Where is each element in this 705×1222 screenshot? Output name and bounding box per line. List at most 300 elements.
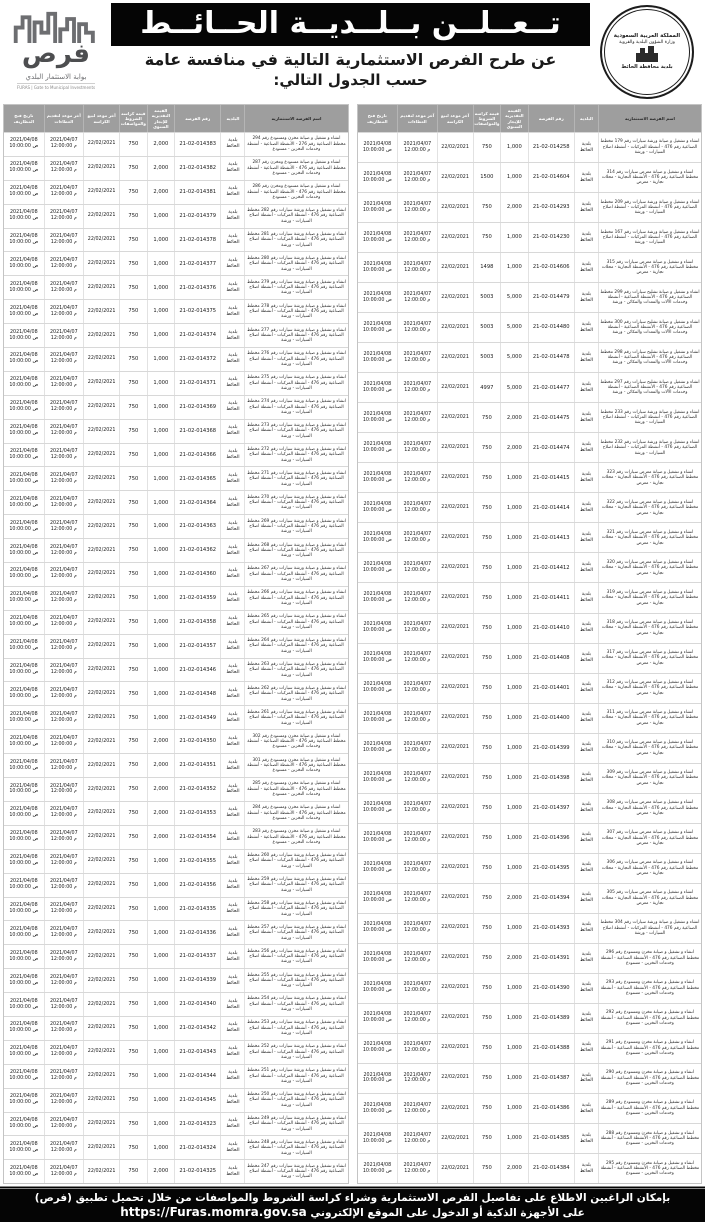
municipality: بلدية الحائط [220, 205, 244, 228]
municipality: بلدية الحائط [220, 1065, 244, 1088]
booklet-price: 750 [119, 539, 146, 562]
estimated-annual-value: 1,000 [500, 1034, 527, 1063]
envelope-opening-date: 2021/04/08 10:00:00 ص [362, 1072, 392, 1084]
table-row [358, 252, 702, 282]
envelope-opening-date: 2021/04/08 10:00:00 ص [362, 501, 392, 513]
booklet-price: 750 [473, 1154, 500, 1183]
opportunity-number: 21-02-014414 [528, 493, 574, 522]
envelope-opening-date: 2021/04/08 10:00:00 ص [9, 831, 39, 843]
footer-instructions: بإمكان الراغبين الاطلاع على تفاصيل الفرص الاستثمارية وشراء كراسة الشروط والمواصفات من خلال تحميل تطبيق (فرص) [34, 1192, 671, 1204]
estimated-annual-value: 2,000 [147, 754, 174, 777]
municipality: بلدية الحائط [574, 163, 598, 192]
municipality: بلدية الحائط [220, 778, 244, 801]
estimated-annual-value: 1,000 [147, 993, 174, 1016]
table-row [4, 1135, 348, 1159]
bid-submission-deadline: 2021/04/07 12:00:00 م [44, 1017, 84, 1040]
envelope-opening-date: 2021/04/08 10:00:00 ص [362, 832, 392, 844]
estimated-annual-value: 1,000 [500, 1094, 527, 1123]
furas-brand: فرص [21, 39, 91, 69]
municipality: بلدية الحائط [220, 396, 244, 419]
opportunity-name: انشاء و تشغيل و صيانة مخزن ومستودع رقم 284 مخطط الصناعية رقم 476 - الأنشطة الصناعية - أنشطة وخدمات التخزين - مستودع [244, 802, 347, 825]
opportunity-name: انشاء و تشغيل و صيانة ورشة سيارات رقم 179 مخطط الصناعية رقم 476 - أنشطة المركبات - أنشطة اصلاح السيارات - ورشة [598, 133, 701, 162]
envelope-opening-date: 2021/04/08 10:00:00 ص [9, 496, 39, 508]
booklet-price: 750 [473, 553, 500, 582]
envelope-opening-date: 2021/04/08 10:00:00 ص [9, 926, 39, 938]
bid-submission-deadline: 2021/04/07 12:00:00 م [397, 974, 437, 1003]
table-row [4, 132, 348, 156]
envelope-opening-date: 2021/04/08 10:00:00 ص [9, 640, 39, 652]
table-row [358, 703, 702, 733]
envelope-opening-date: 2021/04/08 10:00:00 ص [9, 1141, 39, 1153]
opportunity-number: 21-02-014362 [174, 539, 220, 562]
booklet-sale-deadline: 22/02/2021 [83, 921, 119, 944]
bid-submission-deadline: 2021/04/07 12:00:00 م [44, 969, 84, 992]
bid-submission-deadline: 2021/04/07 12:00:00 م [44, 181, 84, 204]
opportunity-name: انشاء و تشغيل و صيانة ورشة سيارات رقم 282 مخطط الصناعية رقم 476 - أنشطة المركبات - أنشطة اصلاح السيارات - ورشة [244, 205, 347, 228]
estimated-annual-value: 1,000 [500, 163, 527, 192]
opportunity-number: 21-02-014385 [528, 1124, 574, 1153]
municipality: بلدية الحائط [574, 1094, 598, 1123]
opportunity-number: 21-02-014401 [528, 674, 574, 703]
table-header-row [358, 105, 702, 132]
column-header: البلدية [574, 105, 598, 132]
opportunity-number: 21-02-014478 [528, 343, 574, 372]
envelope-opening-date: 2021/04/08 10:00:00 ص [362, 351, 392, 363]
opportunity-number: 21-02-014477 [528, 373, 574, 402]
bid-submission-deadline: 2021/04/07 12:00:00 م [397, 1124, 437, 1153]
table-row [358, 1093, 702, 1123]
furas-tagline-en: FURAS | Gate to Municipal Investments [16, 85, 96, 90]
opportunity-number: 21-02-014350 [174, 730, 220, 753]
envelope-opening-date: 2021/04/08 10:00:00 ص [362, 592, 392, 603]
estimated-annual-value: 5,000 [500, 373, 527, 402]
booklet-sale-deadline: 22/02/2021 [437, 1034, 473, 1063]
municipality: بلدية الحائط [574, 193, 598, 222]
table-row [358, 372, 702, 402]
table-row [358, 222, 702, 252]
opportunity-number: 21-02-014357 [174, 635, 220, 658]
opportunity-name: انشاء و تشغيل و صيانة معرض سيارات رقم 309 مخطط الصناعية رقم 476 - الأنشطة التجارية - محلات تجارية - معرض [598, 764, 701, 793]
opportunity-number: 21-02-014388 [528, 1034, 574, 1063]
table-row [4, 275, 348, 299]
opportunities-table-left [3, 104, 349, 1184]
estimated-annual-value: 1,000 [500, 734, 527, 763]
booklet-price: 750 [119, 157, 146, 180]
estimated-annual-value: 1,000 [500, 493, 527, 522]
booklet-price: 750 [473, 1034, 500, 1063]
bid-submission-deadline: 2021/04/07 12:00:00 م [397, 343, 437, 372]
table-row [358, 793, 702, 823]
opportunity-name: انشاء و تشغيل و صيانة معرض سيارات رقم 311 مخطط الصناعية رقم 476 - الأنشطة التجارية - محلات تجارية - معرض [598, 704, 701, 733]
table-row [358, 522, 702, 552]
estimated-annual-value: 1,000 [147, 420, 174, 443]
envelope-opening-date: 2021/04/08 10:00:00 ص [9, 879, 39, 891]
opportunity-number: 21-02-014369 [174, 396, 220, 419]
booklet-sale-deadline: 22/02/2021 [83, 563, 119, 586]
envelope-opening-date: 2021/04/08 10:00:00 ص [9, 735, 39, 747]
bid-submission-deadline: 2021/04/07 12:00:00 م [397, 1064, 437, 1093]
opportunity-name: انشاء و تشغيل و صيانة ورشة سيارات رقم 262 مخطط الصناعية رقم 476 - أنشطة المركبات - أنشطة اصلاح السيارات - ورشة [244, 682, 347, 705]
booklet-sale-deadline: 22/02/2021 [437, 734, 473, 763]
opportunity-name: انشاء و تشغيل و صيانة ورشة سيارات رقم 247 مخطط الصناعية رقم 476 - أنشطة المركبات - أنشطة اصلاح السيارات - ورشة [244, 1160, 347, 1183]
opportunity-name: انشاء و تشغيل و صيانة ورشة سيارات رقم 264 مخطط الصناعية رقم 476 - أنشطة المركبات - أنشطة اصلاح السيارات - ورشة [244, 635, 347, 658]
table-row [4, 586, 348, 610]
envelope-opening-date: 2021/04/08 10:00:00 ص [9, 902, 39, 914]
envelope-opening-date: 2021/04/08 10:00:00 ص [362, 1102, 392, 1114]
estimated-annual-value: 2,000 [147, 1160, 174, 1183]
bid-submission-deadline: 2021/04/07 12:00:00 م [397, 1004, 437, 1033]
opportunity-number: 21-02-014364 [174, 491, 220, 514]
municipality: بلدية الحائط [220, 181, 244, 204]
municipality: بلدية الحائط [574, 1154, 598, 1183]
furas-skyline-icon [11, 7, 101, 43]
table-row [4, 466, 348, 490]
booklet-sale-deadline: 22/02/2021 [83, 945, 119, 968]
estimated-annual-value: 1,000 [500, 914, 527, 943]
page-subtitle-2: حسب الجدول التالي: [273, 71, 428, 89]
table-row [4, 180, 348, 204]
booklet-price: 750 [473, 764, 500, 793]
bid-submission-deadline: 2021/04/07 12:00:00 م [44, 324, 84, 347]
column-header: آخر موعد لبيع الكراسة [83, 105, 119, 132]
estimated-annual-value: 2,000 [500, 944, 527, 973]
booklet-sale-deadline: 22/02/2021 [437, 553, 473, 582]
opportunity-number: 21-02-014475 [528, 403, 574, 432]
envelope-opening-date: 2021/04/08 10:00:00 ص [9, 1022, 39, 1034]
booklet-price: 750 [473, 614, 500, 643]
booklet-sale-deadline: 22/02/2021 [437, 1124, 473, 1153]
booklet-price: 750 [473, 674, 500, 703]
bid-submission-deadline: 2021/04/07 12:00:00 م [397, 433, 437, 462]
booklet-price: 750 [473, 824, 500, 853]
booklet-sale-deadline: 22/02/2021 [437, 1064, 473, 1093]
table-row [358, 282, 702, 312]
municipality: بلدية الحائط [574, 644, 598, 673]
opportunity-name: انشاء و تشغيل و صيانة ورشة سيارات رقم 250 مخطط الصناعية رقم 476 - أنشطة المركبات - أنشطة اصلاح السيارات - ورشة [244, 1089, 347, 1112]
bid-submission-deadline: 2021/04/07 12:00:00 م [44, 778, 84, 801]
booklet-sale-deadline: 22/02/2021 [83, 874, 119, 897]
table-row [4, 228, 348, 252]
opportunity-name: انشاء و تشغيل و صيانة ورشة سيارات رقم 271 مخطط الصناعية رقم 476 - أنشطة المركبات - أنشطة اصلاح السيارات - ورشة [244, 467, 347, 490]
bid-submission-deadline: 2021/04/07 12:00:00 م [44, 1041, 84, 1064]
table-row [358, 1153, 702, 1183]
table-row [4, 897, 348, 921]
opportunity-name: انشاء و تشغيل و صيانة ورشة سيارات رقم 267 مخطط الصناعية رقم 476 - أنشطة المركبات - أنشطة اصلاح السيارات - ورشة [244, 563, 347, 586]
booklet-sale-deadline: 22/02/2021 [83, 420, 119, 443]
booklet-price: 750 [473, 493, 500, 522]
booklet-price: 750 [119, 611, 146, 634]
opportunity-number: 21-02-014356 [174, 874, 220, 897]
opportunity-number: 21-02-014390 [528, 974, 574, 1003]
estimated-annual-value: 1,000 [147, 635, 174, 658]
municipality: بلدية الحائط [220, 348, 244, 371]
opportunity-name: انشاء و تشغيل و صيانة ورشة سيارات رقم 248 مخطط الصناعية رقم 476 - أنشطة المركبات - أنشطة اصلاح السيارات - ورشة [244, 1136, 347, 1159]
municipality: بلدية الحائط [220, 611, 244, 634]
table-row [358, 943, 702, 973]
municipality: بلدية الحائط [220, 229, 244, 252]
opportunity-number: 21-02-014363 [174, 515, 220, 538]
municipality: بلدية الحائط [220, 1017, 244, 1040]
envelope-opening-date: 2021/04/08 10:00:00 ص [9, 568, 39, 580]
opportunity-name: انشاء و تشغيل و صيانة ورشة سيارات رقم 252 مخطط الصناعية رقم 476 - أنشطة المركبات - أنشطة اصلاح السيارات - ورشة [244, 1041, 347, 1064]
municipality: بلدية الحائط [220, 515, 244, 538]
estimated-annual-value: 1,000 [147, 467, 174, 490]
estimated-annual-value: 2,000 [147, 802, 174, 825]
booklet-sale-deadline: 22/02/2021 [437, 433, 473, 462]
booklet-price: 750 [119, 491, 146, 514]
opportunity-name: انشاء و تشغيل و صيانة مخزن ومستودع رقم 283 مخطط الصناعية رقم 476 - الأنشطة الصناعية - أنشطة وخدمات التخزين - مستودع [244, 826, 347, 849]
column-header: القيمة التقديرية للإيجار السنوي [500, 105, 527, 132]
estimated-annual-value: 1,000 [147, 300, 174, 323]
table-row [4, 1112, 348, 1136]
opportunity-number: 21-02-014365 [174, 467, 220, 490]
bid-submission-deadline: 2021/04/07 12:00:00 م [44, 276, 84, 299]
opportunity-number: 21-02-014376 [174, 276, 220, 299]
opportunity-name: انشاء و تشغيل و صيانة مخزن ومستودع رقم 285 مخطط الصناعية رقم 476 - الأنشطة الصناعية - أنشطة وخدمات التخزين - مستودع [244, 778, 347, 801]
table-row [4, 849, 348, 873]
table-row [4, 251, 348, 275]
envelope-opening-date: 2021/04/08 10:00:00 ص [9, 329, 39, 341]
estimated-annual-value: 1,000 [147, 611, 174, 634]
envelope-opening-date: 2021/04/08 10:00:00 ص [9, 592, 39, 604]
table-body [4, 132, 348, 1183]
table-row [358, 162, 702, 192]
bid-submission-deadline: 2021/04/07 12:00:00 م [44, 945, 84, 968]
opportunity-number: 21-02-014325 [174, 1160, 220, 1183]
opportunity-name: انشاء و تشغيل و صيانة معرض سيارات رقم 317 مخطط الصناعية رقم 476 - الأنشطة التجارية - محلات تجارية - معرض [598, 644, 701, 673]
estimated-annual-value: 5,000 [500, 313, 527, 342]
table-row [358, 582, 702, 612]
bid-submission-deadline: 2021/04/07 12:00:00 م [44, 587, 84, 610]
opportunity-name: انشاء و تشغيل و صيانة ورشة سيارات رقم 266 مخطط الصناعية رقم 476 - أنشطة المركبات - أنشطة اصلاح السيارات - ورشة [244, 587, 347, 610]
table-body [358, 132, 702, 1183]
envelope-opening-date: 2021/04/08 10:00:00 ص [9, 162, 39, 174]
opportunity-number: 21-02-014348 [174, 682, 220, 705]
booklet-price: 750 [119, 467, 146, 490]
bid-submission-deadline: 2021/04/07 12:00:00 م [44, 682, 84, 705]
booklet-sale-deadline: 22/02/2021 [437, 193, 473, 222]
envelope-opening-date: 2021/04/08 10:00:00 ص [9, 855, 39, 867]
table-row [4, 873, 348, 897]
opportunity-number: 21-02-014335 [174, 898, 220, 921]
estimated-annual-value: 1,000 [147, 1113, 174, 1136]
booklet-sale-deadline: 22/02/2021 [83, 1113, 119, 1136]
municipality: بلدية الحائط [574, 1004, 598, 1033]
table-row [4, 371, 348, 395]
estimated-annual-value: 2,000 [500, 433, 527, 462]
estimated-annual-value: 1,000 [147, 205, 174, 228]
opportunity-name: انشاء و تشغيل و صيانة ورشة سيارات رقم 232 مخطط الصناعية رقم 476 - أنشطة المركبات - أنشطة اصلاح السيارات - ورشة [598, 433, 701, 462]
municipality: بلدية الحائط [220, 898, 244, 921]
opportunity-name: انشاء و تشغيل و صيانة ورشة سيارات رقم 254 مخطط الصناعية رقم 476 - أنشطة المركبات - أنشطة اصلاح السيارات - ورشة [244, 993, 347, 1016]
estimated-annual-value: 2,000 [147, 826, 174, 849]
bid-submission-deadline: 2021/04/07 12:00:00 م [397, 163, 437, 192]
estimated-annual-value: 1,000 [147, 276, 174, 299]
estimated-annual-value: 1,000 [147, 348, 174, 371]
estimated-annual-value: 1,000 [147, 491, 174, 514]
bid-submission-deadline: 2021/04/07 12:00:00 م [44, 730, 84, 753]
bid-submission-deadline: 2021/04/07 12:00:00 م [44, 874, 84, 897]
booklet-sale-deadline: 22/02/2021 [83, 1017, 119, 1040]
envelope-opening-date: 2021/04/08 10:00:00 ص [9, 1070, 39, 1082]
booklet-sale-deadline: 22/02/2021 [83, 659, 119, 682]
bid-submission-deadline: 2021/04/07 12:00:00 م [44, 229, 84, 252]
title-block [111, 3, 590, 100]
table-row [4, 968, 348, 992]
table-row [4, 1088, 348, 1112]
envelope-opening-date: 2021/04/08 10:00:00 ص [9, 234, 39, 245]
opportunity-name: انشاء و تشغيل و صيانة مخزن ومستودع رقم 295 مخطط الصناعية رقم 476 - الأنشطة الصناعية - أنشطة وخدمات التخزين - مستودع [598, 1154, 701, 1183]
booklet-price: 750 [119, 252, 146, 275]
booklet-sale-deadline: 22/02/2021 [437, 764, 473, 793]
booklet-price: 4997 [473, 373, 500, 402]
bid-submission-deadline: 2021/04/07 12:00:00 م [44, 420, 84, 443]
booklet-price: 750 [119, 1113, 146, 1136]
municipality: بلدية الحائط [574, 433, 598, 462]
estimated-annual-value: 2,000 [500, 884, 527, 913]
footer-url[interactable]: https://Furas.momra.gov.sa [120, 1205, 307, 1219]
booklet-sale-deadline: 22/02/2021 [83, 133, 119, 156]
table-header-row [4, 105, 348, 132]
booklet-price: 750 [119, 1017, 146, 1040]
envelope-opening-date: 2021/04/08 10:00:00 ص [9, 377, 39, 389]
municipality: بلدية الحائط [574, 734, 598, 763]
estimated-annual-value: 1,000 [147, 1041, 174, 1064]
opportunity-name: انشاء و تشغيل و صيانة معرض سيارات رقم 318 مخطط الصناعية رقم 476 - الأنشطة التجارية - محلات تجارية - معرض [598, 614, 701, 643]
opportunity-name: انشاء و تشغيل و صيانة ورشة سيارات رقم 255 مخطط الصناعية رقم 476 - أنشطة المركبات - أنشطة اصلاح السيارات - ورشة [244, 969, 347, 992]
estimated-annual-value: 2,000 [500, 403, 527, 432]
opportunity-name: انشاء و تشغيل و صيانة ورشة سيارات رقم 268 مخطط الصناعية رقم 476 - أنشطة المركبات - أنشطة اصلاح السيارات - ورشة [244, 539, 347, 562]
booklet-sale-deadline: 22/02/2021 [83, 754, 119, 777]
estimated-annual-value: 1,000 [500, 133, 527, 162]
booklet-price: 750 [473, 944, 500, 973]
envelope-opening-date: 2021/04/08 10:00:00 ص [362, 1012, 392, 1024]
opportunity-name: انشاء و تشغيل و صيانة ورشة سيارات رقم 263 مخطط الصناعية رقم 476 - أنشطة المركبات - أنشطة اصلاح السيارات - ورشة [244, 659, 347, 682]
municipality: بلدية الحائط [574, 133, 598, 162]
opportunity-number: 21-02-014412 [528, 553, 574, 582]
municipality: بلدية الحائط [574, 583, 598, 612]
bid-submission-deadline: 2021/04/07 12:00:00 م [397, 403, 437, 432]
booklet-price: 750 [119, 1136, 146, 1159]
opportunity-name: انشاء و تشغيل و صيانة معرض سيارات رقم 321 مخطط الصناعية رقم 476 - الأنشطة التجارية - محلات تجارية - معرض [598, 523, 701, 552]
opportunity-number: 21-02-014374 [174, 324, 220, 347]
table-row [358, 492, 702, 522]
estimated-annual-value: 1,000 [500, 223, 527, 252]
bid-submission-deadline: 2021/04/07 12:00:00 م [44, 635, 84, 658]
envelope-opening-date: 2021/04/08 10:00:00 ص [362, 561, 392, 573]
estimated-annual-value: 1,000 [500, 854, 527, 883]
estimated-annual-value: 1,000 [147, 1065, 174, 1088]
booklet-price: 750 [119, 826, 146, 849]
bid-submission-deadline: 2021/04/07 12:00:00 م [44, 1136, 84, 1159]
booklet-price: 750 [119, 300, 146, 323]
opportunity-name: انشاء و تشغيل و صيانة ورشة سيارات رقم 167 مخطط الصناعية رقم 476 - أنشطة المركبات - أنشطة اصلاح السيارات - ورشة [598, 223, 701, 252]
envelope-opening-date: 2021/04/08 10:00:00 ص [362, 1162, 392, 1174]
booklet-price: 750 [473, 914, 500, 943]
municipality: بلدية الحائط [220, 1136, 244, 1159]
opportunity-name: انشاء و تشغيل و صيانة تشليح سيارات رقم 300 مخطط الصناعية رقم 476 - الأنشطة الصناعية - أنشطة وخدمات الآلات والمعدات والمكائن - ورشة [598, 313, 701, 342]
booklet-price: 750 [119, 420, 146, 443]
opportunity-number: 21-02-014411 [528, 583, 574, 612]
opportunity-number: 21-02-014336 [174, 921, 220, 944]
booklet-sale-deadline: 22/02/2021 [83, 969, 119, 992]
envelope-opening-date: 2021/04/08 10:00:00 ص [9, 664, 39, 676]
opportunity-name: انشاء و تشغيل و صيانة ورشة سيارات رقم 274 مخطط الصناعية رقم 476 - أنشطة المركبات - أنشطة اصلاح السيارات - ورشة [244, 396, 347, 419]
opportunity-name: انشاء و تشغيل و صيانة مستودع ومخزن رقم 287 مخطط الصناعية رقم 476 - الأنشطة الصناعية - أنشطة وخدمات التخزين - مستودع [244, 157, 347, 180]
opportunity-number: 21-02-014606 [528, 253, 574, 282]
municipality: بلدية الحائط [220, 754, 244, 777]
municipality: بلدية الحائط [220, 1160, 244, 1183]
column-header: آخر موعد لتقديم العطاءات [397, 105, 437, 132]
estimated-annual-value: 1,000 [147, 682, 174, 705]
booklet-price: 750 [473, 193, 500, 222]
booklet-price: 750 [119, 921, 146, 944]
estimated-annual-value: 1,000 [147, 850, 174, 873]
opportunity-tables [0, 102, 705, 1186]
booklet-sale-deadline: 22/02/2021 [437, 373, 473, 402]
municipality: بلدية الحائط [220, 563, 244, 586]
municipality: بلدية الحائط [574, 373, 598, 402]
opportunity-name: انشاء و تشغيل و صيانة مخزن ومستودع رقم 302 مخطط الصناعية رقم 476 - الأنشطة الصناعية - أنشطة وخدمات التخزين - مستودع [244, 730, 347, 753]
opportunity-name: انشاء و تشغيل و صيانة مخزن ومستودع رقم 290 مخطط الصناعية رقم 476 - الأنشطة الصناعية - أنشطة وخدمات التخزين - مستودع [598, 1064, 701, 1093]
municipality: بلدية الحائط [220, 420, 244, 443]
opportunity-name: انشاء و تشغيل و صيانة ورشة سيارات رقم 278 مخطط الصناعية رقم 476 - أنشطة المركبات - أنشطة اصلاح السيارات - ورشة [244, 300, 347, 323]
envelope-opening-date: 2021/04/08 10:00:00 ص [9, 353, 39, 365]
municipality: بلدية الحائط [220, 1089, 244, 1112]
envelope-opening-date: 2021/04/08 10:00:00 ص [9, 520, 39, 532]
municipality: بلدية الحائط [574, 1034, 598, 1063]
envelope-opening-date: 2021/04/08 10:00:00 ص [9, 807, 39, 819]
municipality: بلدية الحائط [574, 523, 598, 552]
table-row [4, 443, 348, 467]
opportunity-number: 21-02-014351 [174, 754, 220, 777]
bid-submission-deadline: 2021/04/07 12:00:00 م [397, 523, 437, 552]
estimated-annual-value: 1,000 [147, 921, 174, 944]
estimated-annual-value: 1,000 [500, 974, 527, 1003]
estimated-annual-value: 1,000 [500, 553, 527, 582]
opportunity-number: 21-02-014415 [528, 463, 574, 492]
booklet-price: 750 [473, 133, 500, 162]
estimated-annual-value: 1,000 [500, 583, 527, 612]
booklet-price: 750 [119, 396, 146, 419]
municipality: بلدية الحائط [574, 283, 598, 312]
envelope-opening-date: 2021/04/08 10:00:00 ص [362, 922, 392, 934]
booklet-sale-deadline: 22/02/2021 [437, 914, 473, 943]
booklet-sale-deadline: 22/02/2021 [83, 778, 119, 801]
bid-submission-deadline: 2021/04/07 12:00:00 م [397, 794, 437, 823]
opportunity-name: انشاء و تشغيل و صيانة معرض سيارات رقم 323 مخطط الصناعية رقم 476 - الأنشطة التجارية - محلات تجارية - معرض [598, 463, 701, 492]
municipality: بلدية الحائط [574, 974, 598, 1003]
opportunity-name: انشاء و تشغيل و صيانة ورشة سيارات رقم 272 مخطط الصناعية رقم 476 - أنشطة المركبات - أنشطة اصلاح السيارات - ورشة [244, 444, 347, 467]
booklet-sale-deadline: 22/02/2021 [437, 614, 473, 643]
table-row [358, 883, 702, 913]
table-row [358, 973, 702, 1003]
bid-submission-deadline: 2021/04/07 12:00:00 م [397, 313, 437, 342]
opportunity-number: 21-02-014258 [528, 133, 574, 162]
opportunity-name: انشاء و تشغيل و صيانة ورشة سيارات رقم 281 مخطط الصناعية رقم 476 - أنشطة المركبات - أنشطة اصلاح السيارات - ورشة [244, 229, 347, 252]
opportunity-name: انشاء و تشغيل و صيانة تشليح سيارات رقم 299 مخطط الصناعية رقم 476 - الأنشطة الصناعية - أنشطة وخدمات الآلات والمعدات والمكائن - ورشة [598, 283, 701, 312]
estimated-annual-value: 1,000 [500, 253, 527, 282]
bid-submission-deadline: 2021/04/07 12:00:00 م [44, 372, 84, 395]
booklet-price: 750 [119, 587, 146, 610]
bid-submission-deadline: 2021/04/07 12:00:00 م [44, 898, 84, 921]
column-header: القيمة التقديرية للإيجار السنوي [147, 105, 174, 132]
footer-instructions-text: على الأجهزة الذكية أو الدخول على الموقع الإلكتروني [310, 1207, 585, 1219]
column-header: آخر موعد لتقديم العطاءات [44, 105, 84, 132]
municipality: بلدية الحائط [220, 850, 244, 873]
booklet-price: 750 [119, 730, 146, 753]
booklet-price: 750 [119, 706, 146, 729]
